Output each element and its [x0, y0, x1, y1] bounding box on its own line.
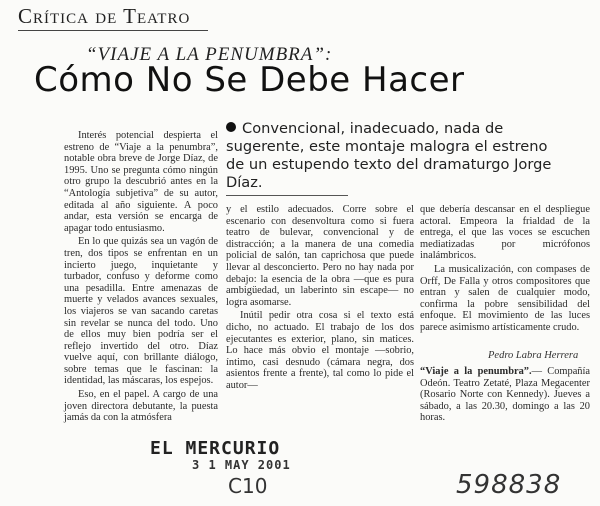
paragraph: Inútil pedir otra cosa si el texto está dicho, no actuado. El trabajo de los dos ejecutantes es exterior, plano, sin matices. Lo hace más obvio el montaje —sobrio, íntimo, casi desnudo (cámara negra, dos asientos frente a frente), tal como lo pide el autor—: [226, 310, 414, 391]
section-title: Crítica de Teatro: [18, 4, 191, 28]
section-divider: [18, 30, 208, 31]
pull-quote-divider: [226, 195, 348, 196]
pull-quote: [226, 120, 566, 192]
credits-title: “Viaje a la penumbra”.: [420, 366, 532, 377]
bullet-icon: [226, 122, 236, 132]
newspaper-name: EL MERCURIO: [150, 438, 281, 459]
show-credits: [420, 366, 590, 424]
author-signature: Pedro Labra Herrera: [488, 350, 579, 361]
credits-text: — Compañía Odeón. Teatro Zetaté, Plaza Megacenter (Rosario Norte con Kennedy). Jueves a sábado, a las 20.30, domingo a las 20 horas.: [420, 366, 590, 424]
paragraph: En lo que quizás sea un vagón de tren, dos tipos se enfrentan en un incierto juego, inquietante y turbador, confuso y deforme como una pesadilla. Entre amenazas de muerte y velados avances sexuales, los viajeros se van sacando caretas sin revelar se nunca del todo. Uno de ellos muy bien podría ser el reflejo invertido del otro. Díaz vuelve aquí, con brillante diálogo, sobre temas que le fascinan: la identidad, las máscaras, los espejos.: [64, 236, 218, 387]
paragraph: Interés potencial despierta el estreno de “Viaje a la penumbra”, notable obra breve de Jorge Díaz, de 1995. Uno se pregunta cómo ningún otro grupo la descubrió antes en la “Antología subjetiva” de su autor, editada al año siguiente. A poco andar, esta versión se encarga de apagar todo entusiasmo.: [64, 130, 218, 234]
column-1: [64, 130, 218, 426]
column-2: [226, 204, 414, 394]
paragraph: que debería descansar en el despliegue actoral. Empeora la frialdad de la entrega, el que las voces se escuchen mediatizadas por micrófonos inalámbricos.: [420, 204, 590, 262]
page-reference: C10: [228, 474, 268, 498]
date-stamp: 3 1 MAY 2001: [192, 458, 291, 472]
headline: Cómo No Se Debe Hacer: [34, 60, 465, 100]
kicker: “VIAJE A LA PENUMBRA”:: [86, 44, 333, 65]
paragraph: Eso, en el papel. A cargo de una joven directora debutante, la puesta jamás da con la atmósfera: [64, 389, 218, 424]
column-3: [420, 204, 590, 336]
clipping-id: 598838: [456, 470, 562, 500]
paragraph: La musicalización, con compases de Orff, De Falla y otros compositores que entran y salen de cualquier modo, confirma la pobre sensibilidad del enfoque. El movimiento de las luces parece asimismo artísticamente crudo.: [420, 263, 590, 333]
pull-quote-text: Convencional, inadecuado, nada de sugerente, este montaje malogra el estreno de un estupendo texto del dramaturgo Jorge Díaz.: [226, 120, 552, 191]
paragraph: y el estilo adecuados. Corre sobre el escenario con desenvoltura como si fuera teatro de bulevar, convencional y de distracción; a la manera de una comedia policial de salón, tan caprichosa que puede llevar al desconcierto. Pero no hay nada por debajo: la esencia de la obra —que es pura ambigüedad, un laberinto sin escape— no logra asomarse.: [226, 204, 414, 308]
